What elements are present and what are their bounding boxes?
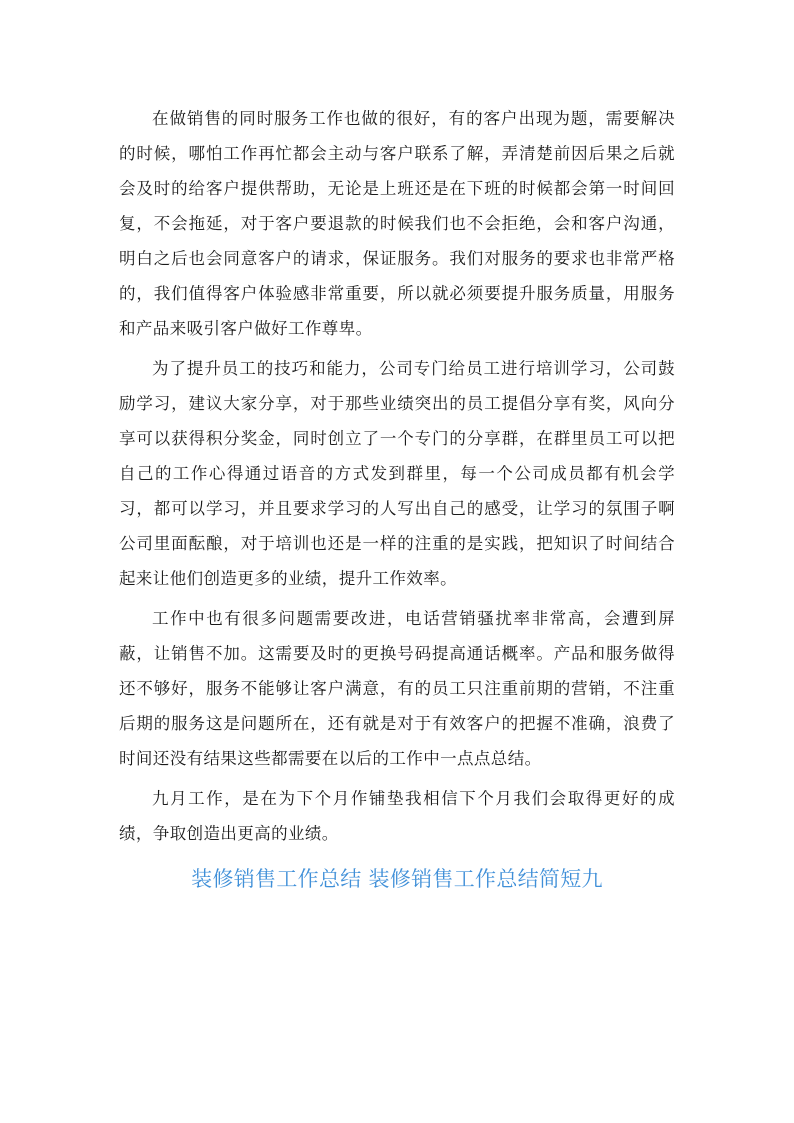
section-heading-link[interactable]: 装修销售工作总结 装修销售工作总结简短九 bbox=[191, 867, 603, 891]
paragraph-improvements: 工作中也有很多问题需要改进，电话营销骚扰率非常高，会遭到屏蔽，让销售不加。这需要及时的更换号码提高通话概率。产品和服务做得还不够好，服务不能够让客户满意，有的员工只注重前期的营销，不注重后期的服务这是问题所在，还有就是对于有效客户的把握不准确，浪费了时间还没有结果这些都需要在以后的工作中一点点总结。 bbox=[119, 609, 675, 768]
paragraph-service: 在做销售的同时服务工作也做的很好，有的客户出现为题，需要解决的时候，哪怕工作再忙都会主动与客户联系了解，弄清楚前因后果之后就会及时的给客户提供帮助，无论是上班还是在下班的时候都会第一时间回复，不会拖延，对于客户要退款的时候我们也不会拒绝，会和客户沟通，明白之后也会同意客户的请求，保证服务。我们对服务的要求也非常严格的，我们值得客户体验感非常重要，所以就必须要提升服务质量，用服务和产品来吸引客户做好工作尊卑。 bbox=[119, 109, 675, 338]
paragraph-conclusion: 九月工作，是在为下个月作铺垫我相信下个月我们会取得更好的成绩，争取创造出更高的业绩。 bbox=[119, 789, 675, 843]
document-page bbox=[119, 101, 675, 899]
paragraph-training: 为了提升员工的技巧和能力，公司专门给员工进行培训学习，公司鼓励学习，建议大家分享，对于那些业绩突出的员工提倡分享有奖，风向分享可以获得积分奖金，同时创立了一个专门的分享群，在群里员工可以把自己的工作心得通过语音的方式发到群里，每一个公司成员都有机会学习，都可以学习，并且要求学习的人写出自己的感受，让学习的氛围子啊公司里面酝酿，对于培训也还是一样的注重的是实践，把知识了时间结合起来让他们创造更多的业绩，提升工作效率。 bbox=[119, 359, 675, 588]
